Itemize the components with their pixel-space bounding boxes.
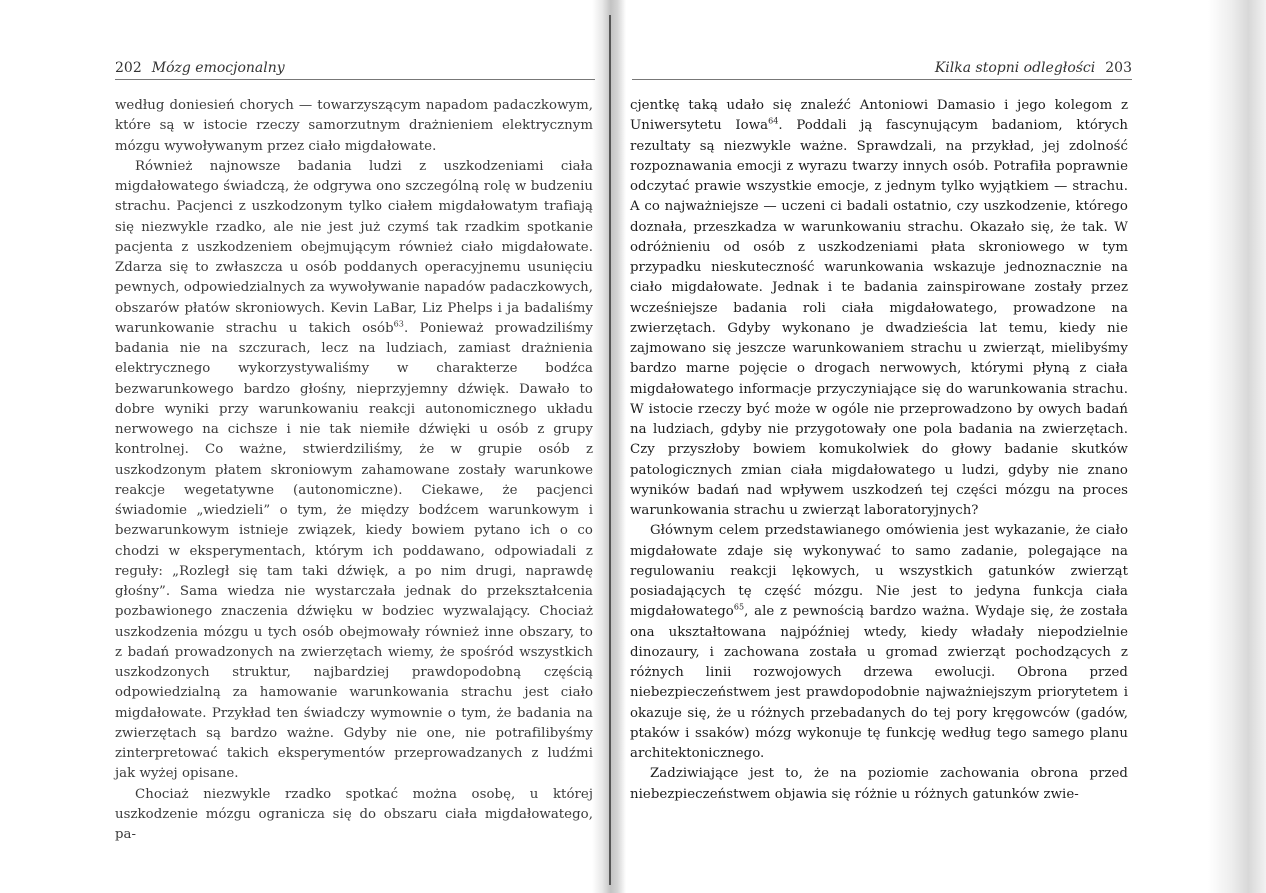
right-running-title: Kilka stopni odległości bbox=[934, 60, 1096, 76]
left-running-title: Mózg emocjonalny bbox=[151, 60, 285, 76]
right-body-text bbox=[630, 96, 1128, 805]
left-paragraph-2-start: Również najnowsze badania ludzi z uszkodzeniami ciała migdałowatego świadczą, że odgrywa ono szczególną rolę w budzeniu strachu. Pacjenci z uszkodzonym tylko ciałem migdałowatym trafiają się niezwykle rzadko, ale nie jest już czymś tak rzadkim spotkanie pacjenta z uszkodzeniem obejmującym również ciało migdałowate. Zdarza się to zwłaszcza u osób poddanych operacyjnemu usunięciu pewnych, odpowiedzialnych za wywoływanie napadów padaczkowych, obszarów płatów skroniowych. Kevin LaBar, Liz Phelps i ja badaliśmy warunkowanie strachu u takich osób bbox=[115, 158, 593, 336]
right-paragraph-1-start: cjentkę taką udało się znaleźć Antoniowi Damasio i jego kolegom z Uniwersytetu Iowa bbox=[630, 98, 1128, 134]
left-paragraph-2-end: . Ponieważ prowadziliśmy badania nie na szczurach, lecz na ludziach, zamiast drażnienia elektrycznego wykorzystywaliśmy w charakterze bodźca bezwarunkowego bardzo głośny, nieprzyjemny dźwięk. Dawało to dobre wyniki przy warunkowaniu reakcji autonomicznego układu nerwowego na cichsze i nie tak niemiłe dźwięki u osób z grupy kontrolnej. Co ważne, stwierdziliśmy, że w grupie osób z uszkodzonym płatem skroniowym zahamowane zostały warunkowe reakcje wegetatywne (autonomiczne). Ciekawe, że pacjenci świadomie „wiedzieli” o tym, że między bodźcem warunkowym i bezwarunkowym istnieje związek, kiedy bowiem pytano ich o co chodzi w eksperymentach, którym ich poddawano, odpowiadali z reguły: „Rozległ się tam taki dźwięk, a po nim drugi, naprawdę głośny”. Sama wiedza nie wystarczała jednak do przekształcenia pozbawionego znaczenia dźwięku w bodziec wyzwalający. Chociaż uszkodzenia mózgu u tych osób obejmowały również inne obszary, to z badań prowadzonych na zwierzętach wiemy, że spośród wszystkich uszkodzonych struktur, najbardziej prawdopodobną częścią odpowiedzialną za hamowanie warunkowania strachu jest ciało migdałowate. Przykład ten świadczy wymownie o tym, że badania na zwierzętach są bardzo ważne. Gdyby nie one, nie potrafilibyśmy zinterpretować takich eksperymentów przeprowadzanych z ludźmi jak wyżej opisane. bbox=[115, 320, 593, 782]
left-paragraph-3: Chociaż niezwykle rzadko spotkać można osobę, u której uszkodzenie mózgu ogranicza się do obszaru ciała migdałowatego, pa- bbox=[115, 786, 593, 842]
left-body-text bbox=[115, 96, 593, 845]
left-paragraph-2 bbox=[115, 157, 593, 785]
footnote-marker-65: 65 bbox=[733, 602, 745, 612]
left-running-head bbox=[115, 60, 595, 80]
right-paragraph-3: Zadziwiające jest to, że na poziomie zachowania obrona przed niebezpieczeństwem objawia się różnie u różnych gatunków zwie- bbox=[630, 766, 1128, 802]
right-paragraph-2-start: Głównym celem przedstawianego omówienia jest wykazanie, że ciało migdałowate zdaje się wykonywać to samo zadanie, polegające na regulowaniu reakcji lękowych, u wszystkich gatunków zwierząt posiadających tę część mózgu. Nie jest to jedyna funkcja ciała migdałowatego bbox=[630, 523, 1128, 620]
left-page-number: 202 bbox=[115, 60, 142, 76]
right-running-head bbox=[632, 60, 1132, 80]
left-page bbox=[0, 0, 610, 893]
footnote-marker-64: 64 bbox=[768, 116, 779, 126]
right-page-number: 203 bbox=[1105, 60, 1132, 76]
right-page bbox=[618, 0, 1266, 893]
right-paragraph-1-end: . Poddali ją fascynującym badaniom, których rezultaty są niezwykle ważne. Sprawdzali, na przykład, jej zdolność rozpoznawania emocji z wyrazu twarzy innych osób. Potrafiła poprawnie odczytać prawie wszystkie emocje, z jednym tylko wyjątkiem — strachu. A co najważniejsze — uczeni ci badali ostatnio, czy uszkodzenie, którego doznała, przeszkadza w warunkowaniu strachu. Okazało się, że tak. W odróżnieniu od osób z uszkodzeniami płata skroniowego w tym przypadku nieskuteczność warunkowania wskazuje jednoznacznie na ciało migdałowate. Jednak i te badania zainspirowane zostały przez wcześniejsze badania roli ciała migdałowatego, prowadzone na zwierzętach. Gdyby wykonano je dwadzieścia lat temu, kiedy nie zajmowano się jeszcze warunkowaniem strachu u zwierząt, mielibyśmy bardzo marne pojęcie o drogach nerwowych, którymi płyną z ciała migdałowatego informacje przyczyniające się do warunkowania strachu. W istocie rzeczy być może w ogóle nie przeprowadzono by owych badań na ludziach, gdyby nie przygotowały one pola badania na zwierzętach. Czy przyszłoby bowiem komukolwiek do głowy badanie skutków patologicznych zmian ciała migdałowatego u ludzi, gdyby nie znano wyników badań nad wpływem uszkodzeń tej części mózgu na proces warunkowania strachu u zwierząt laboratoryjnych? bbox=[630, 118, 1128, 518]
footnote-marker-63: 63 bbox=[393, 319, 404, 329]
right-paragraph-2 bbox=[630, 521, 1128, 764]
left-paragraph-1: według doniesień chorych — towarzyszącym napadom padaczkowym, które są w istocie rzeczy samorzutnym drażnieniem elektrycznym mózgu wywoływanym przez ciało migdałowate. bbox=[115, 98, 593, 154]
right-paragraph-1 bbox=[630, 96, 1128, 521]
right-paragraph-2-end: , ale z pewnością bardzo ważna. Wydaje się, że została ona ukształtowana najpóźniej wtedy, kiedy władały niepodzielnie dinozaury, i zachowana została u gromad zwierząt pochodzących z różnych linii rozwojowych drzewa ewolucji. Obrona przed niebezpieczeństwem jest prawdopodobnie najważniejszym priorytetem i okazuje się, że u różnych przebadanych do tej pory kręgowców (gadów, ptaków i ssaków) mózg wykonuje tę funkcję według tego samego planu architektonicznego. bbox=[630, 604, 1128, 761]
